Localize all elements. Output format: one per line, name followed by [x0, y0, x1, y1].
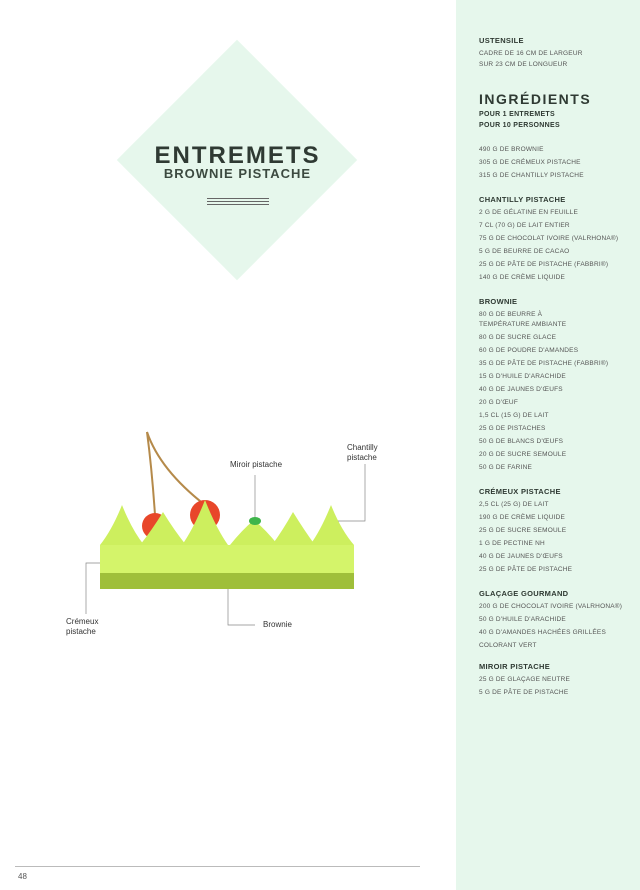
- label-miroir: Miroir pistache: [230, 460, 283, 469]
- chantilly-spikes: [100, 500, 354, 545]
- ingredient-item: 25 G DE PISTACHES: [479, 425, 546, 432]
- ingredient-item: 60 G DE POUDRE D'AMANDES: [479, 347, 579, 354]
- ingredient-item: 50 G D'HUILE D'ARACHIDE: [479, 616, 566, 623]
- ingredient-item: TEMPÉRATURE AMBIANTE: [479, 321, 567, 328]
- label-cremeux: Crémeux pistache: [66, 617, 99, 636]
- ingredient-item: 1 G DE PECTINE NH: [479, 540, 545, 547]
- section-heading-brownie: BROWNIE: [479, 297, 518, 306]
- leader-cremeux: [86, 563, 100, 614]
- brownie-layer: [100, 573, 354, 589]
- yield-line: POUR 1 ENTREMETS: [479, 111, 555, 118]
- ingredients-panel: [456, 0, 640, 890]
- cherry-stem-1: [147, 432, 155, 515]
- leader-brownie: [228, 589, 255, 625]
- ingredient-item: 2,5 CL (25 G) DE LAIT: [479, 501, 549, 508]
- ingredient-item: 200 G DE CHOCOLAT IVOIRE (VALRHONA®): [479, 603, 623, 610]
- ustensile-line: SUR 23 CM DE LONGUEUR: [479, 61, 568, 68]
- total-item: 305 G DE CRÉMEUX PISTACHE: [479, 159, 581, 166]
- ingredient-item: 40 G D'AMANDES HACHÉES GRILLÉES: [479, 629, 607, 636]
- ingredient-item: 25 G DE GLAÇAGE NEUTRE: [479, 676, 571, 683]
- ingredient-item: 25 G DE PÂTE DE PISTACHE (FABBRI®): [479, 261, 609, 268]
- ingredient-item: 20 G D'ŒUF: [479, 399, 518, 406]
- ingredient-item: 75 G DE CHOCOLAT IVOIRE (VALRHONA®): [479, 235, 619, 242]
- yield-line: POUR 10 PERSONNES: [479, 122, 560, 129]
- label-chantilly: Chantilly pistache: [347, 443, 378, 462]
- ingredient-item: 50 G DE BLANCS D'ŒUFS: [479, 438, 564, 445]
- ingredient-item: 25 G DE PÂTE DE PISTACHE: [479, 566, 573, 573]
- total-item: 315 G DE CHANTILLY PISTACHE: [479, 172, 584, 179]
- cremeux-layer: [100, 545, 354, 573]
- section-heading-miroir: MIROIR PISTACHE: [479, 662, 551, 671]
- section-heading-chantilly: CHANTILLY PISTACHE: [479, 195, 566, 204]
- ingredient-item: 50 G DE FARINE: [479, 464, 533, 471]
- ingredient-item: 190 G DE CRÈME LIQUIDE: [479, 514, 566, 521]
- recipe-title: ENTREMETS: [154, 142, 321, 169]
- ingredient-item: 2 G DE GÉLATINE EN FEUILLE: [479, 209, 578, 216]
- total-item: 490 G DE BROWNIE: [479, 146, 544, 153]
- ingredient-item: 80 G DE BEURRE À: [479, 311, 543, 318]
- section-heading-cremeux: CRÉMEUX PISTACHE: [479, 487, 561, 496]
- ingredient-item: 35 G DE PÂTE DE PISTACHE (FABBRI®): [479, 360, 609, 367]
- footer-rule: [15, 866, 420, 867]
- label-brownie: Brownie: [263, 620, 292, 629]
- ingredient-item: 25 G DE SUCRE SEMOULE: [479, 527, 567, 534]
- ustensile-line: CADRE DE 16 CM DE LARGEUR: [479, 50, 583, 57]
- ingredient-item: 140 G DE CRÈME LIQUIDE: [479, 274, 566, 281]
- page-number: 48: [18, 872, 27, 881]
- ingredient-item: 15 G D'HUILE D'ARACHIDE: [479, 373, 566, 380]
- ingredient-item: 80 G DE SUCRE GLACE: [479, 334, 557, 341]
- ingredient-item: 40 G DE JAUNES D'ŒUFS: [479, 553, 563, 560]
- miroir-dot: [249, 517, 261, 525]
- ingredient-item: 5 G DE BEURRE DE CACAO: [479, 248, 570, 255]
- leader-chantilly: [338, 464, 365, 521]
- section-heading-glacage: GLAÇAGE GOURMAND: [479, 589, 569, 598]
- cherry-stem-2: [147, 432, 205, 505]
- ingredient-item: COLORANT VERT: [479, 642, 537, 649]
- ingredient-item: 7 CL (70 G) DE LAIT ENTIER: [479, 222, 570, 229]
- ingredient-item: 1,5 CL (15 G) DE LAIT: [479, 412, 549, 419]
- ustensile-heading: USTENSILE: [479, 36, 524, 45]
- ingredient-item: 5 G DE PÂTE DE PISTACHE: [479, 689, 569, 696]
- ingredient-item: 20 G DE SUCRE SEMOULE: [479, 451, 567, 458]
- ingredient-item: 40 G DE JAUNES D'ŒUFS: [479, 386, 563, 393]
- ingredients-title: INGRÉDIENTS: [479, 91, 592, 107]
- recipe-subtitle: BROWNIE PISTACHE: [163, 166, 312, 181]
